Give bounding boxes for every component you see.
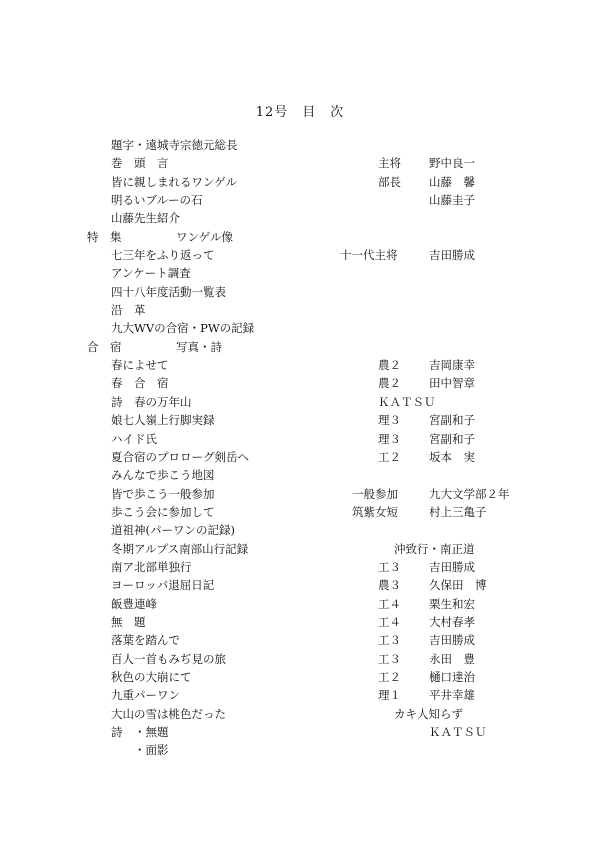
- toc-entry-title: 皆に親しまれるワンゲル: [111, 174, 238, 189]
- toc-entry-affiliation: 工２: [378, 669, 401, 684]
- toc-entry-title: 沿 革: [111, 303, 146, 318]
- toc-entry-title: ヨーロッパ退屈日記: [111, 578, 215, 593]
- toc-entry-author: 栗生和宏: [429, 596, 475, 611]
- toc-entry-affiliation: 十一代主将: [340, 248, 398, 263]
- toc-entry: [0, 283, 600, 301]
- toc-entry-author: 坂本 実: [429, 449, 475, 464]
- toc-entry-affiliation: 理１: [378, 688, 401, 703]
- toc-entry: [0, 411, 600, 429]
- toc-entry: [0, 319, 600, 337]
- toc-entry-title: 南ア北部単独行: [111, 559, 192, 574]
- toc-entry-affiliation: 筑紫女短: [352, 504, 398, 519]
- toc-entry-author: 吉田勝成: [429, 248, 475, 263]
- toc-entry: [0, 228, 600, 246]
- toc-entry-affiliation: ＫＡＴＳＵ: [378, 394, 436, 409]
- toc-entry-title: 春によせて: [111, 358, 169, 373]
- toc-entry: [0, 576, 600, 594]
- toc-section-label: 特 集: [87, 229, 122, 244]
- toc-entry-title: 題字・遠城寺宗徳元総長: [111, 138, 238, 152]
- toc-entry: [0, 356, 600, 374]
- toc-entry-author: 山藤 馨: [429, 174, 475, 189]
- toc-entry: [0, 668, 600, 686]
- toc-entry-author: 宮副和子: [429, 431, 475, 446]
- toc-entry: [0, 631, 600, 649]
- toc-entry: [0, 686, 600, 704]
- toc-entry: [0, 136, 600, 154]
- toc-entry-author: 大村春孝: [429, 614, 475, 629]
- toc-list: [0, 136, 600, 760]
- toc-entry: [0, 374, 600, 392]
- toc-entry-title: 春 合 宿: [111, 376, 169, 391]
- toc-entry-affiliation: 沖致行・南正道: [394, 541, 475, 556]
- toc-entry-title: 七三年をふり返って: [111, 248, 215, 263]
- toc-entry-title: 秋色の大崩にて: [111, 669, 192, 684]
- toc-entry-author: 樋口達治: [429, 669, 475, 684]
- toc-entry-affiliation: 工３: [378, 651, 401, 666]
- toc-entry-title: 道祖神(パーワンの記録): [111, 523, 235, 538]
- toc-entry-title: ・面影: [111, 743, 169, 758]
- toc-entry-author: 宮副和子: [429, 413, 475, 428]
- toc-entry-title: 九重パーワン: [111, 688, 180, 703]
- toc-entry: [0, 338, 600, 356]
- toc-section-subtitle: ワンゲル像: [176, 229, 234, 244]
- toc-entry-author: 吉田勝成: [429, 559, 475, 574]
- toc-entry-title: 九大WVの合宿・PWの記録: [111, 321, 255, 336]
- toc-section-subtitle: 写真・詩: [176, 339, 222, 354]
- toc-entry-author: 永田 豊: [429, 651, 475, 666]
- toc-entry-author: 久保田 博: [429, 578, 487, 593]
- toc-entry-affiliation: 理３: [378, 431, 401, 446]
- toc-entry: [0, 393, 600, 411]
- toc-entry: [0, 503, 600, 521]
- toc-entry-title: 明るいブルーの石: [111, 193, 203, 208]
- toc-entry-title: 四十八年度活動一覧表: [111, 284, 226, 299]
- toc-entry: [0, 741, 600, 759]
- toc-entry-title: 山藤先生紹介: [111, 211, 180, 226]
- toc-entry: [0, 246, 600, 264]
- toc-entry-affiliation: 農２: [378, 358, 401, 373]
- toc-entry-affiliation: 工４: [378, 596, 401, 611]
- title-char-1: 目: [302, 105, 317, 120]
- toc-entry-affiliation: 工２: [378, 449, 401, 464]
- toc-entry-title: 皆で歩こう一般参加: [111, 486, 215, 501]
- toc-entry-author: 吉岡康幸: [429, 358, 475, 373]
- toc-entry-title: 詩 春の万年山: [111, 394, 192, 409]
- toc-entry-author: 平井幸雄: [429, 688, 475, 703]
- toc-entry: [0, 650, 600, 668]
- toc-entry-affiliation: 理３: [378, 413, 401, 428]
- toc-entry: [0, 595, 600, 613]
- title-char-2: 次: [330, 105, 345, 120]
- page-title: [0, 101, 600, 120]
- toc-entry: [0, 209, 600, 227]
- toc-entry-title: 夏合宿のプロローグ剣岳へ: [111, 449, 249, 464]
- toc-entry-affiliation: 農３: [378, 578, 401, 593]
- toc-entry-affiliation: 農２: [378, 376, 401, 391]
- toc-entry: [0, 264, 600, 282]
- toc-entry-title: 落葉を踏んで: [111, 633, 180, 648]
- issue-number: 12号: [255, 105, 289, 120]
- toc-entry-title: ハイド氏: [111, 431, 157, 446]
- toc-entry-author: 野中良一: [429, 156, 475, 171]
- toc-entry: [0, 466, 600, 484]
- toc-entry-affiliation: 部長: [378, 174, 401, 189]
- toc-entry: [0, 448, 600, 466]
- toc-entry-title: 飯豊連峰: [111, 596, 157, 611]
- toc-entry-title: 冬期アルプス南部山行記録: [111, 541, 249, 556]
- toc-entry-affiliation: 工４: [378, 614, 401, 629]
- toc-entry: [0, 173, 600, 191]
- toc-entry-author: 村上三亀子: [429, 504, 487, 519]
- toc-entry: [0, 540, 600, 558]
- toc-entry: [0, 191, 600, 209]
- toc-entry: [0, 301, 600, 319]
- toc-entry-title: 歩こう会に参加して: [111, 504, 215, 519]
- toc-entry-affiliation: 主将: [378, 156, 401, 171]
- toc-entry-affiliation: 工３: [378, 633, 401, 648]
- toc-entry: [0, 154, 600, 172]
- toc-entry-affiliation: カキ人知らず: [394, 706, 463, 721]
- toc-entry: [0, 613, 600, 631]
- toc-entry: [0, 723, 600, 741]
- toc-section-label: 合 宿: [87, 339, 122, 354]
- toc-entry-title: 巻 頭 言: [111, 156, 169, 171]
- toc-entry-title: アンケート調査: [111, 266, 191, 281]
- toc-entry-title: 大山の雪は桃色だった: [111, 706, 226, 721]
- toc-entry-author: 田中智章: [429, 376, 475, 391]
- toc-entry-title: 娘七人嶺上行脚実録: [111, 413, 215, 428]
- toc-entry-author: 山藤圭子: [429, 193, 475, 208]
- toc-entry-author: 吉田勝成: [429, 633, 475, 648]
- toc-entry: [0, 521, 600, 539]
- toc-entry-title: みんなで歩こう地図: [111, 468, 215, 483]
- toc-entry-author: 九大文学部２年: [429, 486, 510, 501]
- toc-entry: [0, 430, 600, 448]
- toc-entry: [0, 558, 600, 576]
- toc-entry-title: 無 題: [111, 614, 146, 629]
- toc-entry-author: ＫＡＴＳＵ: [429, 725, 487, 739]
- toc-entry-title: 百人一首もみぢ見の旅: [111, 651, 226, 666]
- toc-entry-title: 詩 ・無題: [111, 725, 169, 739]
- toc-entry-affiliation: 一般参加: [352, 486, 398, 501]
- toc-entry: [0, 705, 600, 723]
- toc-entry-affiliation: 工３: [378, 559, 401, 574]
- toc-entry: [0, 485, 600, 503]
